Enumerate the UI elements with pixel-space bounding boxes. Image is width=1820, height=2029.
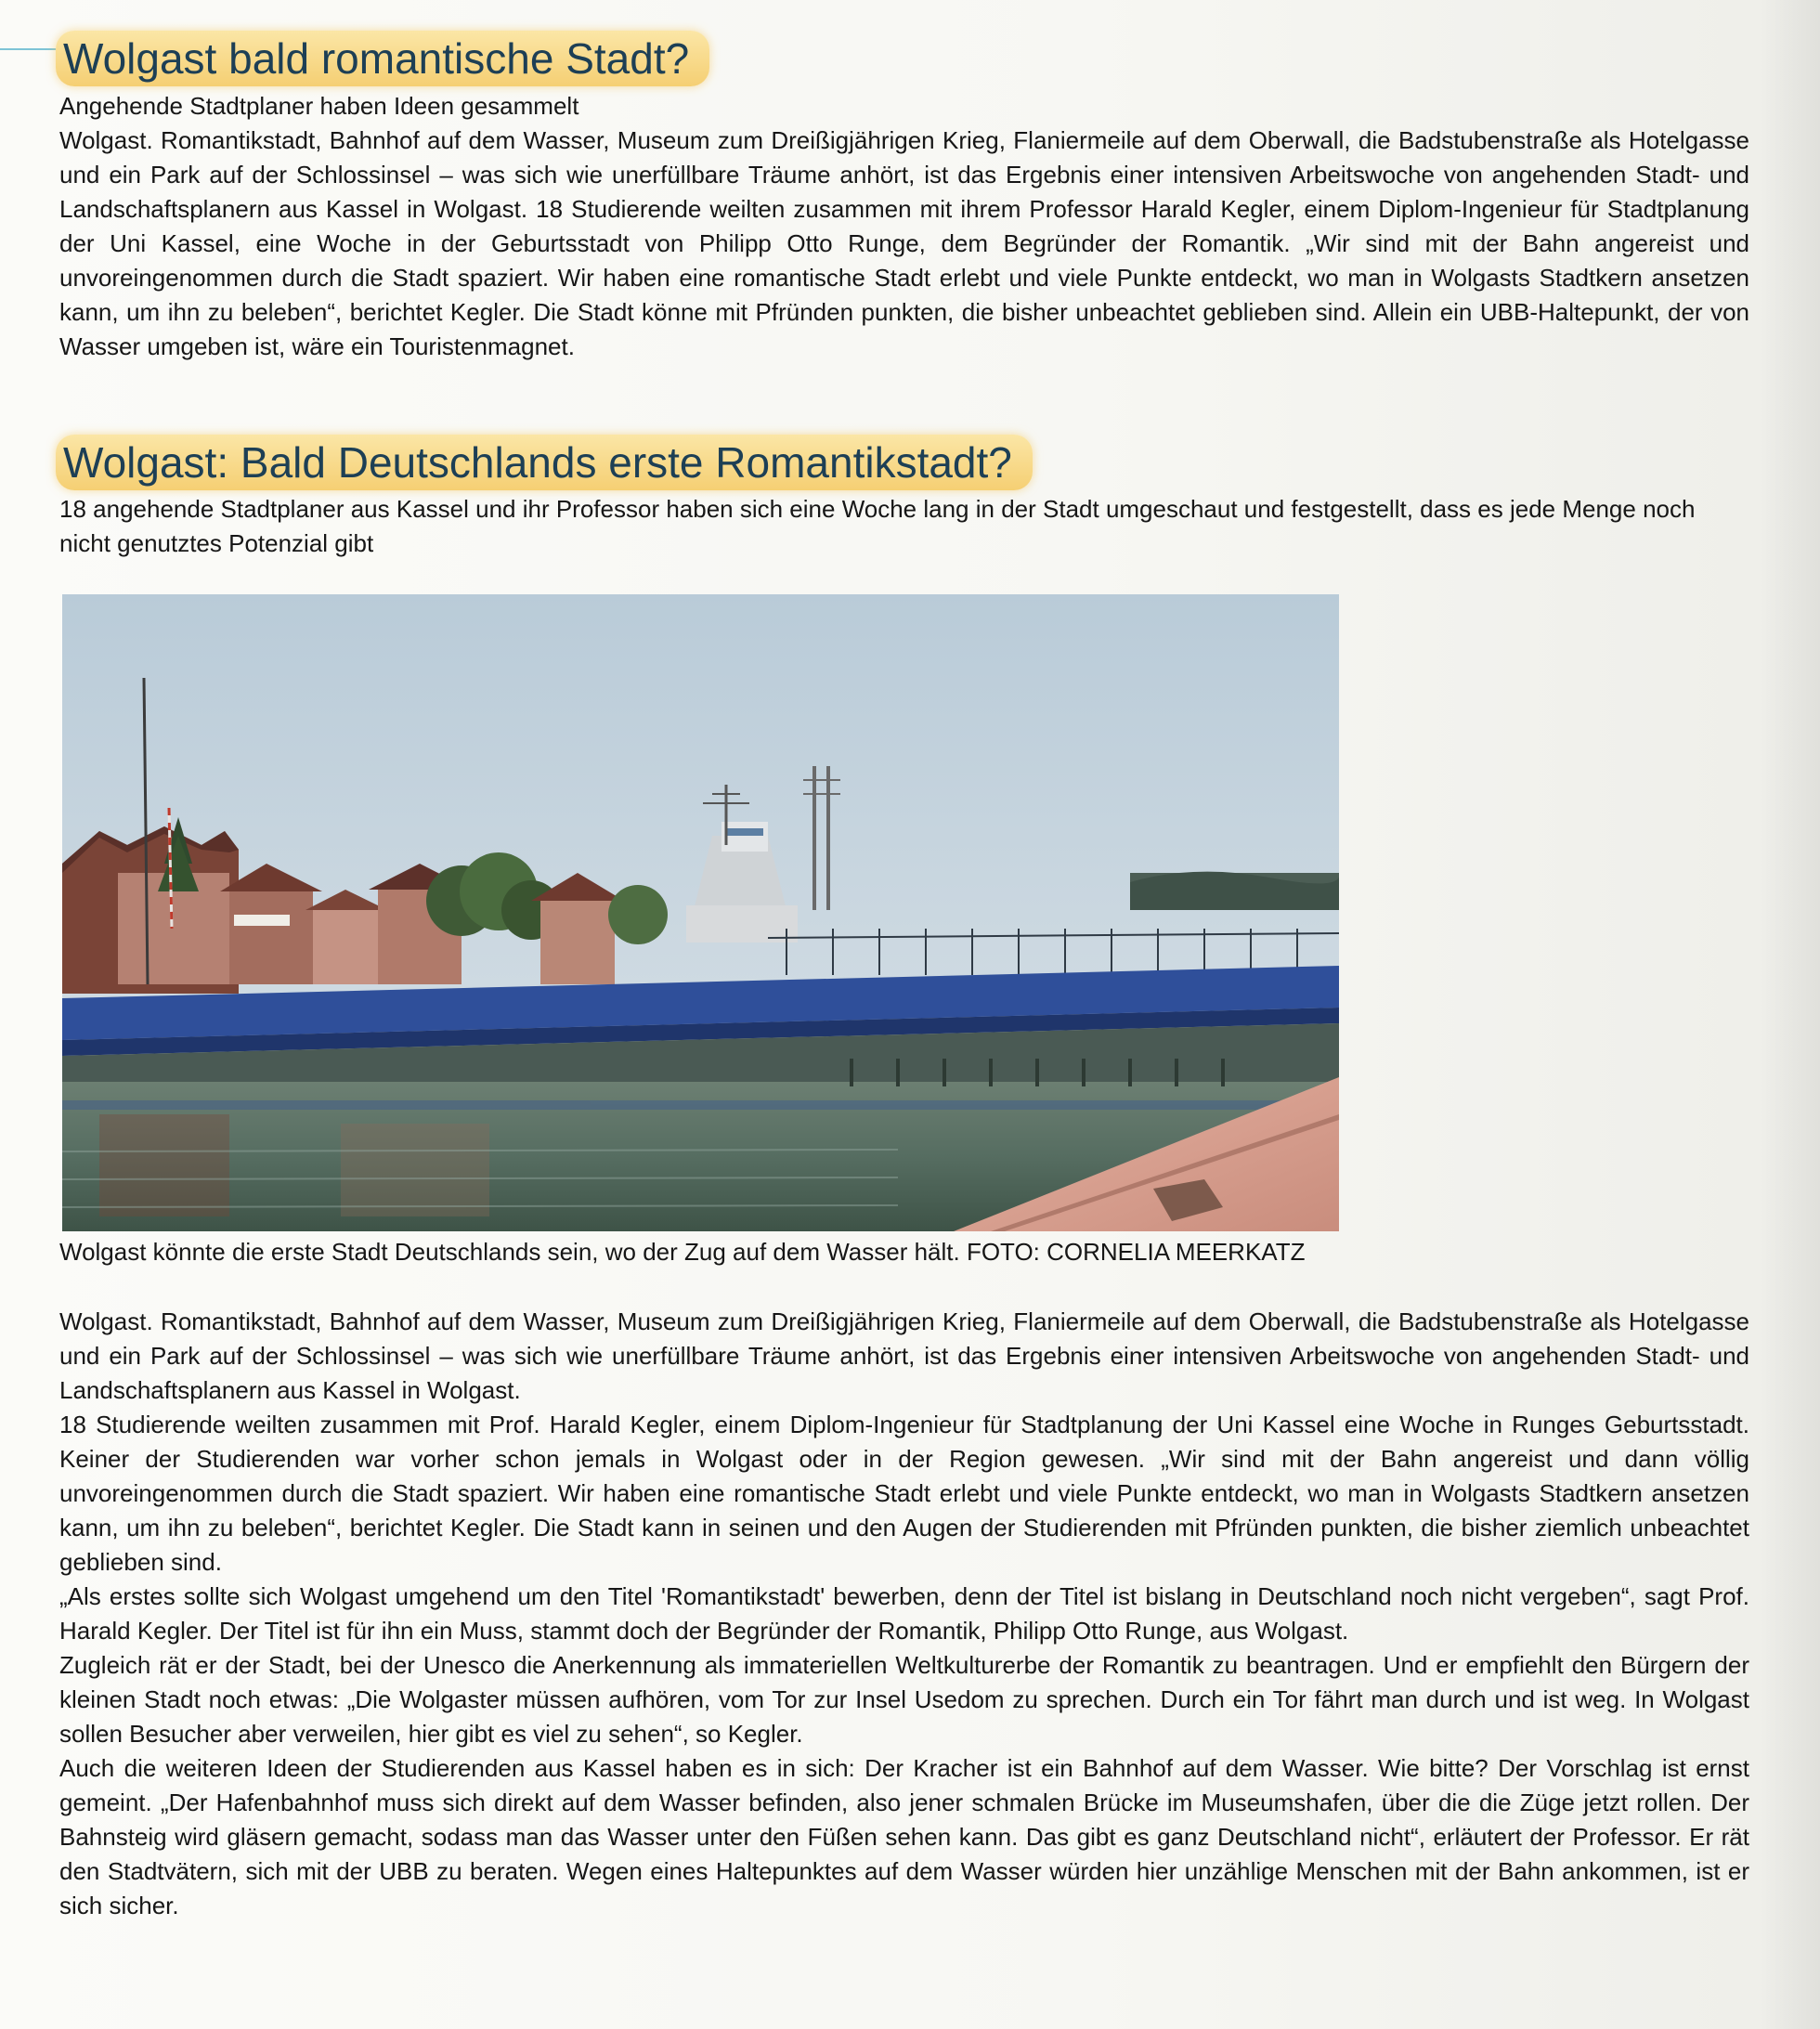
article1-text xyxy=(59,89,1749,364)
article2-headline: Wolgast: Bald Deutschlands erste Romantikstadt? xyxy=(56,435,1033,490)
article2-body xyxy=(59,1305,1749,1923)
article2-paragraph: Auch die weiteren Ideen der Studierenden aus Kassel haben es in sich: Der Kracher ist ein Bahnhof auf dem Wasser. Wie bitte? Der Vorschlag ist ernst gemeint. „Der Hafenbahnhof muss sich direkt auf dem Wasser befinden, also jener schmalen Brücke im Museumshafen, über die die Züge jetzt rollen. Der Bahnsteig wird gläsern gemacht, sodass man das Wasser unter den Füßen sehen kann. Das gibt es ganz Deutschland nicht“, erläutert der Professor. Er rät den Stadtvätern, sich mit der UBB zu beraten. Wegen eines Haltepunktes auf dem Wasser würden hier unzählige Menschen mit der Bahn ankommen, ist er sich sicher. xyxy=(59,1754,1749,1919)
article1-body: Wolgast. Romantikstadt, Bahnhof auf dem Wasser, Museum zum Dreißigjährigen Krieg, Flaniermeile auf dem Oberwall, die Badstubenstraße als Hotelgasse und ein Park auf der Schlossinsel – was sich wie unerfüllbare Träume anhört, ist das Ergebnis einer intensiven Arbeitswoche von angehenden Stadt- und Landschaftsplanern aus Kassel in Wolgast. 18 Studierende weilten zusammen mit ihrem Professor Harald Kegler, einem Diplom-Ingenieur für Stadtplanung der Uni Kassel, eine Woche in der Geburtsstadt von Philipp Otto Runge, dem Begründer der Romantik. „Wir sind mit der Bahn angereist und unvoreingenommen durch die Stadt spaziert. Wir haben eine romantische Stadt erlebt und viele Punkte entdeckt, wo man in Wolgasts Stadtkern ansetzen kann, um ihn zu beleben“, berichtet Kegler. Die Stadt könne mit Pfründen punkten, die bisher unbeachtet geblieben sind. Allein ein UBB-Haltepunkt, der von Wasser umgeben ist, wäre ein Touristenmagnet. xyxy=(59,126,1749,360)
article1-headline-wrap xyxy=(56,31,709,86)
article2-subheadline: 18 angehende Stadtplaner aus Kassel und ihr Professor haben sich eine Woche lang in der Stadt umgeschaut und festgestellt, dass es jede Menge noch nicht genutztes Potenzial gibt xyxy=(59,495,1696,557)
scan-edge-line xyxy=(0,48,56,50)
article2-paragraph: Wolgast. Romantikstadt, Bahnhof auf dem Wasser, Museum zum Dreißigjährigen Krieg, Flaniermeile auf dem Oberwall, die Badstubenstraße als Hotelgasse und ein Park auf der Schlossinsel – was sich wie unerfüllbare Träume anhört, ist das Ergebnis einer intensiven Arbeitswoche von angehenden Stadt- und Landschaftsplanern aus Kassel in Wolgast. xyxy=(59,1307,1749,1404)
article1-headline: Wolgast bald romantische Stadt? xyxy=(56,31,709,86)
article2-subheadline-block xyxy=(59,492,1749,561)
article2-headline-wrap xyxy=(56,435,1033,490)
page-edge-shadow xyxy=(1760,0,1820,2029)
harbor-bridge-photo xyxy=(62,594,1339,1231)
article2-paragraph: Zugleich rät er der Stadt, bei der Unesco die Anerkennung als immateriellen Weltkulturerbe der Romantik zu beantragen. Und er empfiehlt den Bürgern der kleinen Stadt noch etwas: „Die Wolgaster müssen aufhören, vom Tor zur Insel Usedom zu sprechen. Durch ein Tor fährt man durch und ist weg. In Wolgast sollen Besucher aber verweilen, hier gibt es viel zu sehen“, so Kegler. xyxy=(59,1651,1749,1748)
article2-paragraph: „Als erstes sollte sich Wolgast umgehend um den Titel 'Romantikstadt' bewerben, denn der Titel ist bislang in Deutschland noch nicht vergeben“, sagt Prof. Harald Kegler. Der Titel ist für ihn ein Muss, stammt doch der Begründer der Romantik, Philipp Otto Runge, aus Wolgast. xyxy=(59,1582,1749,1645)
article1-subheadline: Angehende Stadtplaner haben Ideen gesammelt xyxy=(59,92,579,120)
photo-caption: Wolgast könnte die erste Stadt Deutschlands sein, wo der Zug auf dem Wasser hält. FOTO: CORNELIA MEERKATZ xyxy=(59,1238,1306,1266)
article2-paragraph: 18 Studierende weilten zusammen mit Prof. Harald Kegler, einem Diplom-Ingenieur für Stadtplanung der Uni Kassel eine Woche in Runges Geburtsstadt. Keiner der Studierenden war vorher schon jemals in Wolgast oder in der Region gewesen. „Wir sind mit der Bahn angereist und dann völlig unvoreingenommen durch die Stadt spaziert. Wir haben eine romantische Stadt erlebt und viele Punkte entdeckt, wo man in Wolgasts Stadtkern ansetzen kann, um ihn zu beleben“, berichtet Kegler. Die Stadt kann in seinen und den Augen der Studierenden mit Pfründen punkten, die bisher ziemlich unbeachtet geblieben sind. xyxy=(59,1411,1749,1576)
